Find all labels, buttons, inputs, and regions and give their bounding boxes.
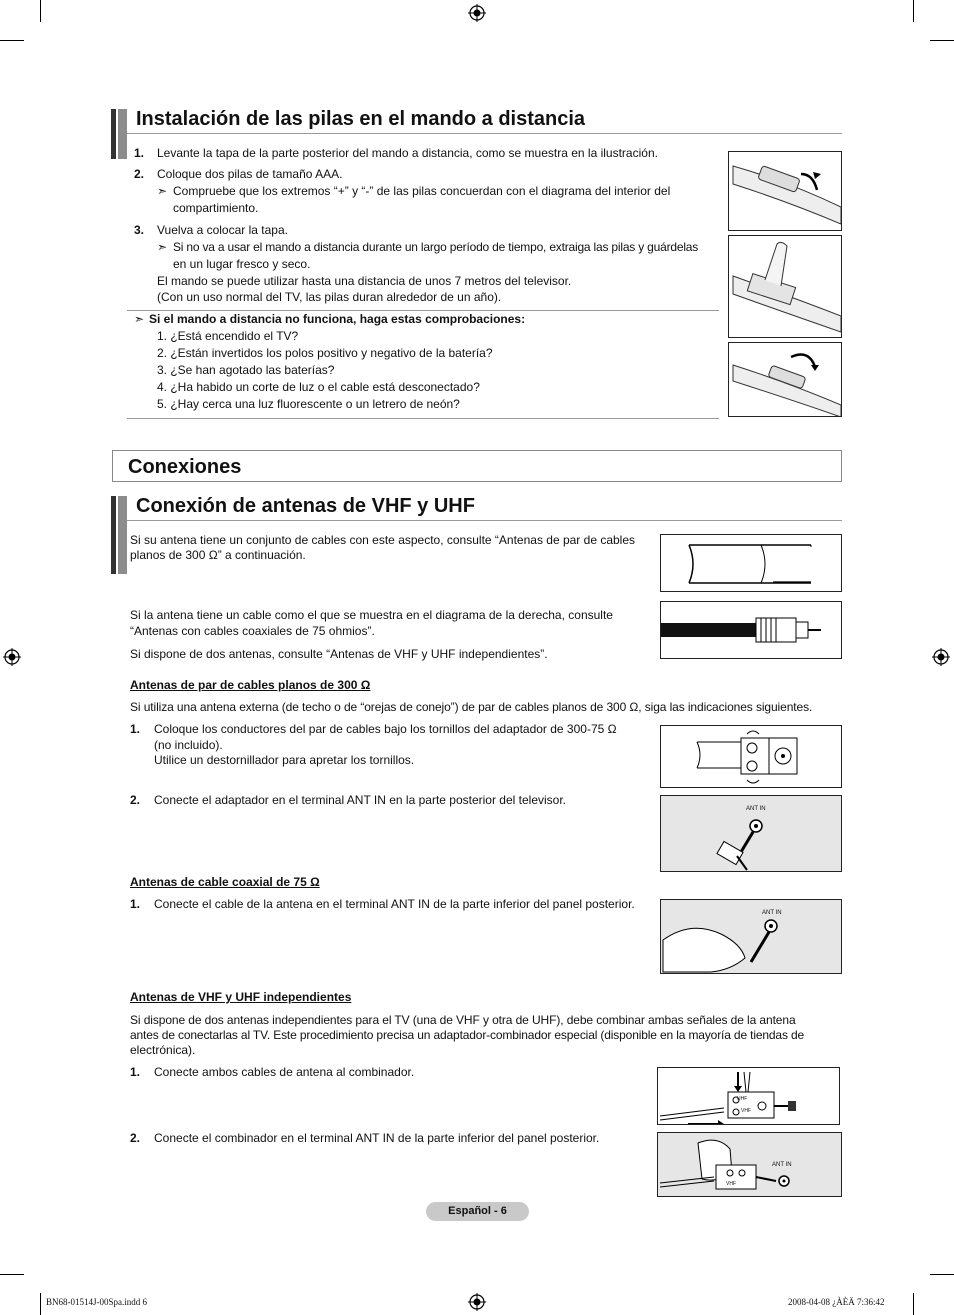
section-header-bar <box>111 496 127 574</box>
crop-mark <box>0 1274 24 1275</box>
info-text: El mando se puede utilizar hasta una distancia de unos 7 metros del televisor. <box>157 274 572 288</box>
crop-mark <box>930 1274 954 1275</box>
paragraph: Si su antena tiene un conjunto de cables con este aspecto, consulte “Antenas de par de cables <box>130 533 636 547</box>
check-item: 3. ¿Se han agotado las baterías? <box>157 363 335 377</box>
paragraph: planos de 300 Ω” a continuación. <box>130 548 306 562</box>
step-text: Coloque dos pilas de tamaño AAA. <box>157 167 343 181</box>
figure-label: ANT IN <box>762 910 782 916</box>
crop-mark <box>930 40 954 41</box>
figure-label: ANT IN <box>746 806 766 812</box>
step-number: 2. <box>130 1131 141 1145</box>
coaxial-cable-image <box>660 601 842 659</box>
section-title-antennas: Conexión de antenas de VHF y UHF <box>136 495 475 517</box>
check-title: Si el mando a distancia no funciona, haga estas comprobaciones: <box>149 312 526 326</box>
crop-mark <box>40 0 41 22</box>
step-number: 1. <box>134 146 145 160</box>
check-item: 1. ¿Está encendido el TV? <box>157 329 299 343</box>
section-header-bar <box>111 109 127 159</box>
info-text: (Con un uso normal del TV, las pilas duran alrededor de un año). <box>157 290 502 304</box>
ant-in-adapter-image <box>660 795 842 872</box>
figure-label: VHF <box>726 1181 736 1187</box>
step-text: Conecte el adaptador en el terminal ANT IN en la parte posterior del televisor. <box>154 793 567 807</box>
combiner-ant-in-image <box>657 1132 842 1197</box>
crop-mark <box>0 40 24 41</box>
note-arrow-icon: ➣ <box>134 312 145 326</box>
section-title-batteries: Instalación de las pilas en el mando a distancia <box>136 108 586 130</box>
timestamp: 2008-04-08 ¿ÀÈÄ 7:36:42 <box>788 1297 885 1307</box>
step-text: Coloque los conductores del par de cables bajo los tornillos del adaptador de 300-75 Ω <box>154 722 617 736</box>
file-name: BN68-01514J-00Spa.indd 6 <box>46 1297 147 1307</box>
figure-label: UHF <box>737 1096 748 1102</box>
step-text: Vuelva a colocar la tapa. <box>157 223 288 237</box>
crop-mark <box>913 0 914 22</box>
step-number: 1. <box>130 1065 141 1079</box>
figure-label: ANT IN <box>772 1162 792 1168</box>
registration-mark-icon <box>468 4 486 22</box>
step-text: (no incluido). <box>154 738 223 752</box>
twin-lead-cable-image <box>660 534 842 592</box>
step-text: Conecte el cable de la antena en el terminal ANT IN de la parte inferior del panel posterior. <box>154 897 635 911</box>
combiner-image <box>657 1067 840 1125</box>
paragraph: electrónica). <box>130 1043 196 1057</box>
paragraph: Si dispone de dos antenas, consulte “Antenas de VHF y UHF independientes”. <box>130 647 548 661</box>
figure-label: VHF <box>741 1108 751 1114</box>
paragraph: Si la antena tiene un cable como el que se muestra en el diagrama de la derecha, consulte <box>130 608 613 622</box>
crop-mark <box>913 1293 914 1315</box>
step-number: 1. <box>130 722 141 736</box>
page-number-badge: Español - 6 <box>426 1202 529 1221</box>
paragraph: antes de conectarlas al TV. Este procedimiento precisa un adaptador-combinador especial (disponible en la mayoría de tiendas de <box>130 1028 805 1042</box>
adapter-screws-image <box>660 725 842 788</box>
step-text: Levante la tapa de la parte posterior del mando a distancia, como se muestra en la ilustración. <box>157 146 658 160</box>
divider <box>127 418 719 419</box>
coax-hand-image <box>660 899 842 974</box>
check-item: 5. ¿Hay cerca una luz fluorescente o un letrero de neón? <box>157 397 460 411</box>
note-text: compartimiento. <box>173 201 259 215</box>
paragraph: “Antenas con cables coaxiales de 75 ohmios”. <box>130 624 375 638</box>
note-arrow-icon: ➣ <box>157 240 168 254</box>
note-arrow-icon: ➣ <box>157 184 168 198</box>
remote-batteries-image <box>728 235 842 338</box>
step-number: 2. <box>130 793 141 807</box>
step-text: Utilice un destornillador para apretar los tornillos. <box>154 753 415 767</box>
step-text: Conecte el combinador en el terminal ANT IN de la parte inferior del panel posterior. <box>154 1131 600 1145</box>
paragraph: Si utiliza una antena externa (de techo o de “orejas de conejo”) de par de cables planos de 300 Ω, siga las indicaciones siguientes. <box>130 700 813 714</box>
registration-mark-icon <box>932 648 950 666</box>
subsection-title: Antenas de VHF y UHF independientes <box>130 990 352 1004</box>
remote-cover-close-image <box>728 342 842 417</box>
chapter-title: Conexiones <box>128 456 242 478</box>
section-underline <box>127 520 842 521</box>
crop-mark <box>40 1293 41 1315</box>
section-underline <box>127 133 842 134</box>
registration-mark-icon <box>3 648 21 666</box>
note-text: en un lugar fresco y seco. <box>173 257 311 271</box>
paragraph: Si dispone de dos antenas independientes para el TV (una de VHF y otra de UHF), debe combinar ambas señales de la antena <box>130 1013 796 1027</box>
subsection-title: Antenas de par de cables planos de 300 Ω <box>130 678 371 692</box>
note-text: Compruebe que los extremos “+” y “-” de las pilas concuerdan con el diagrama del interior del <box>173 184 671 198</box>
note-text: Si no va a usar el mando a distancia durante un largo período de tiempo, extraiga las pilas y guárdelas <box>173 240 699 254</box>
check-item: 2. ¿Están invertidos los polos positivo y negativo de la batería? <box>157 346 493 360</box>
remote-cover-open-image <box>728 151 842 231</box>
subsection-title: Antenas de cable coaxial de 75 Ω <box>130 875 320 889</box>
step-number: 3. <box>134 223 145 237</box>
registration-mark-icon <box>468 1293 486 1311</box>
step-number: 2. <box>134 167 145 181</box>
step-text: Conecte ambos cables de antena al combinador. <box>154 1065 415 1079</box>
step-number: 1. <box>130 897 141 911</box>
check-item: 4. ¿Ha habido un corte de luz o el cable está desconectado? <box>157 380 480 394</box>
